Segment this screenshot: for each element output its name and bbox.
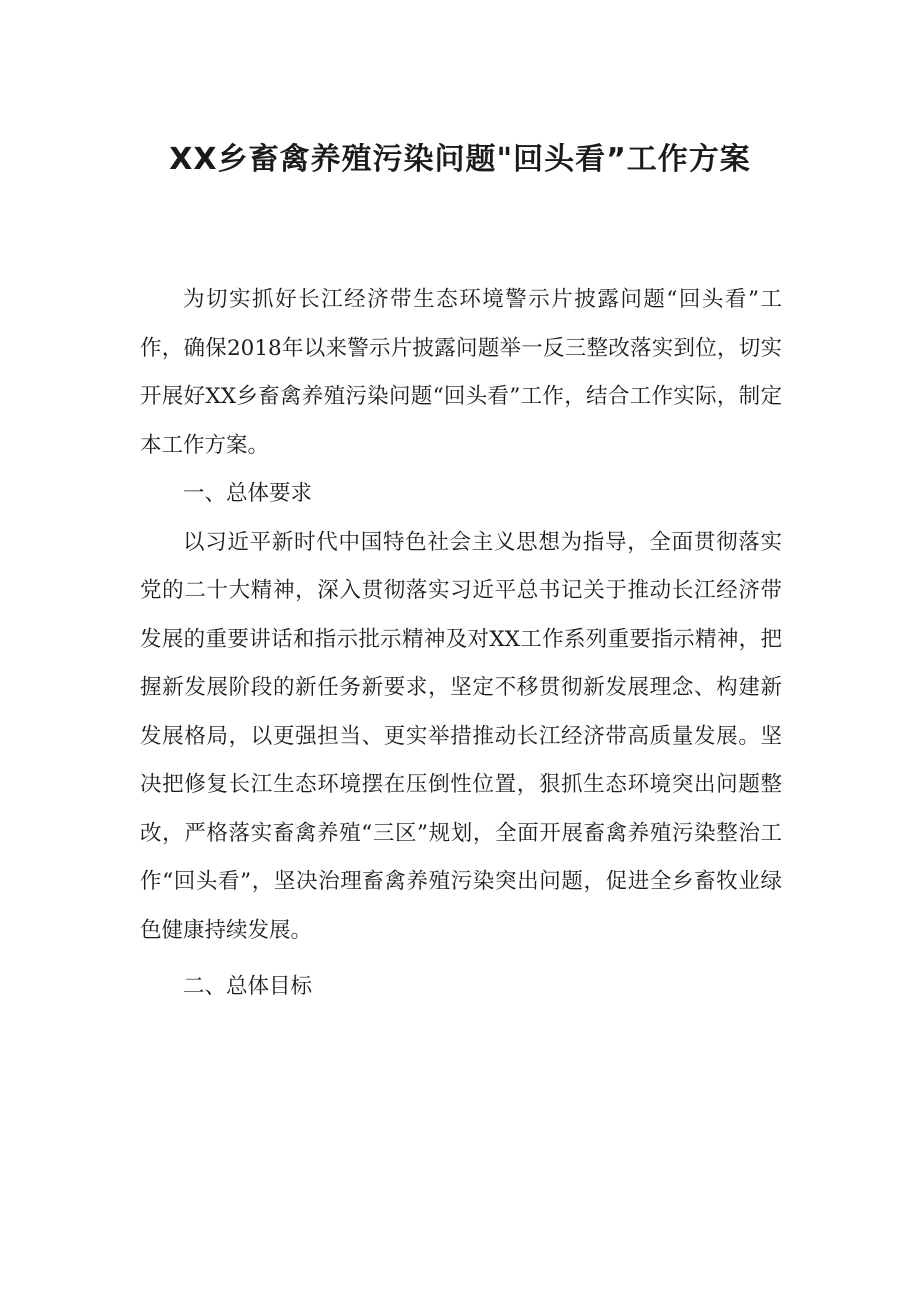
section-heading-general-goals: 二、总体目标: [183, 974, 313, 999]
requirements-paragraph: 以习近平新时代中国特色社会主义思想为指导，全面贯彻落实党的二十大精神，深入贯彻落实习近平总书记关于推动长江经济带发展的重要讲话和指示批示精神及对XX工作系列重要指示精神，把握新发展阶段的新任务新要求，坚定不移贯彻新发展理念、构建新发展格局，以更强担当、更实举措推动长江经济带高质量发展。坚决把修复长江生态环境摆在压倒性位置，狠抓生态环境突出问题整改，严格落实畜禽养殖“三区”规划，全面开展畜禽养殖污染整治工作“回头看”，坚决治理畜禽养殖污染突出问题，促进全乡畜牧业绿色健康持续发展。: [140, 529, 782, 943]
section-heading-general-requirements: 一、总体要求: [183, 481, 313, 506]
document-body: [140, 276, 782, 1012]
intro-paragraph: 为切实抓好长江经济带生态环境警示片披露问题“回头看”工作，确保2018年以来警示片披露问题举一反三整改落实到位，切实开展好XX乡畜禽养殖污染问题“回头看”工作，结合工作实际，制定本工作方案。: [140, 287, 782, 458]
document-title: XX乡畜禽养殖污染问题"回头看”工作方案: [169, 142, 751, 177]
